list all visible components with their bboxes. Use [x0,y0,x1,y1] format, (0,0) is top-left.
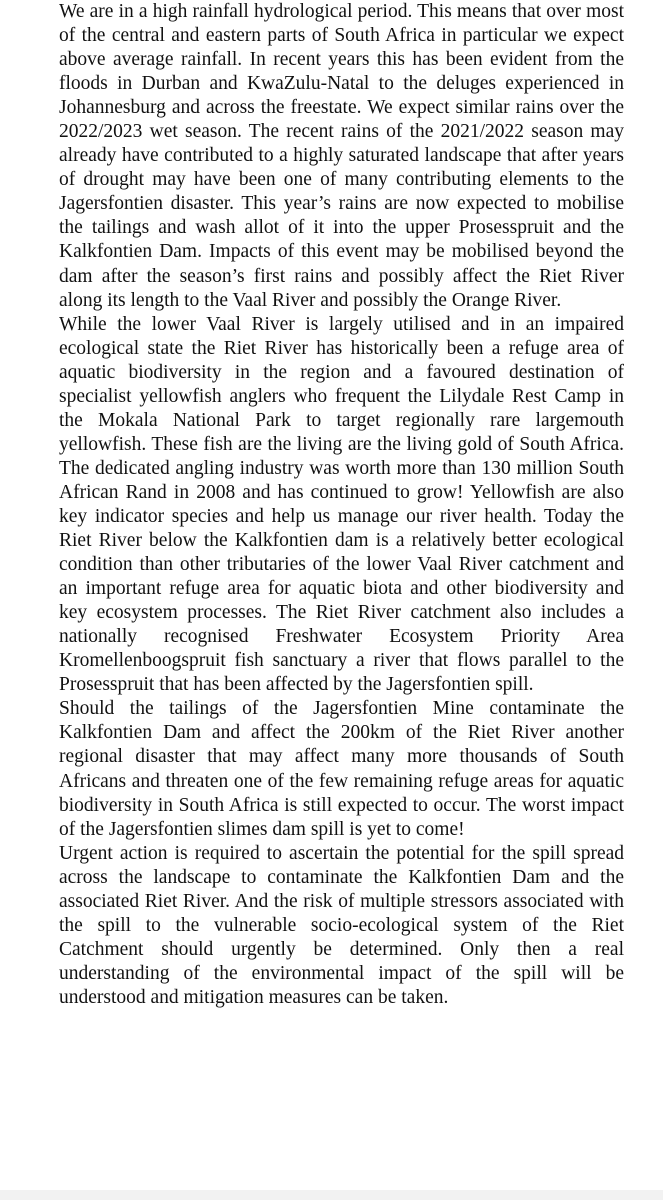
document-body [59,0,624,1010]
page-bottom-edge [0,1190,663,1200]
paragraph-rainfall: We are in a high rainfall hydrological period. This means that over most of the central and eastern parts of South Africa in particular we expect above average rainfall. In recent years this has been evident from the floods in Durban and KwaZulu-Natal to the deluges experienced in Johannesburg and across the freestate. We expect similar rains over the 2022/2023 wet season. The recent rains of the 2021/2022 season may already have contributed to a highly saturated landscape that after years of drought may have been one of many contributing elements to the Jagersfontien disaster. This year’s rains are now expected to mobilise the tailings and wash allot of it into the upper Prosesspruit and the Kalkfontien Dam. Impacts of this event may be mobilised beyond the dam after the season’s first rains and possibly affect the Riet River along its length to the Vaal River and possibly the Orange River. [59,1,624,311]
paragraph-tailings-risk: Should the tailings of the Jagersfontien Mine contaminate the Kalkfontien Dam and affect the 200km of the Riet River another regional disaster that may affect many more thousands of South Africans and threaten one of the few remaining refuge areas for aquatic biodiversity in South Africa is still expected to occur. The worst impact of the Jagersfontien slimes dam spill is yet to come! [59,698,624,840]
paragraph-urgent-action: Urgent action is required to ascertain the potential for the spill spread across the landscape to contaminate the Kalkfontien Dam and the associated Riet River. And the risk of multiple stressors associated with the spill to the vulnerable socio-ecological system of the Riet Catchment should urgently be determined. Only then a real understanding of the environmental impact of the spill will be understood and mitigation measures can be taken. [59,842,624,1008]
paragraph-riet-river: While the lower Vaal River is largely utilised and in an impaired ecological state the Riet River has historically been a refuge area of aquatic biodiversity in the region and a favoured destination of specialist yellowfish anglers who frequent the Lilydale Rest Camp in the Mokala National Park to target regionally rare largemouth yellowfish. These fish are the living are the living gold of South Africa. The dedicated angling industry was worth more than 130 million South African Rand in 2008 and has continued to grow! Yellowfish are also key indicator species and help us manage our river health. Today the Riet River below the Kalkfontien dam is a relatively better ecological condition than other tributaries of the lower Vaal River catchment and an important refuge area for aquatic biota and other biodiversity and key ecosystem processes. The Riet River catchment also includes a nationally recognised Freshwater Ecosystem Priority Area Kromellenboogspruit fish sanctuary a river that flows parallel to the Prosesspruit that has been affected by the Jagersfontien spill. [59,313,624,696]
